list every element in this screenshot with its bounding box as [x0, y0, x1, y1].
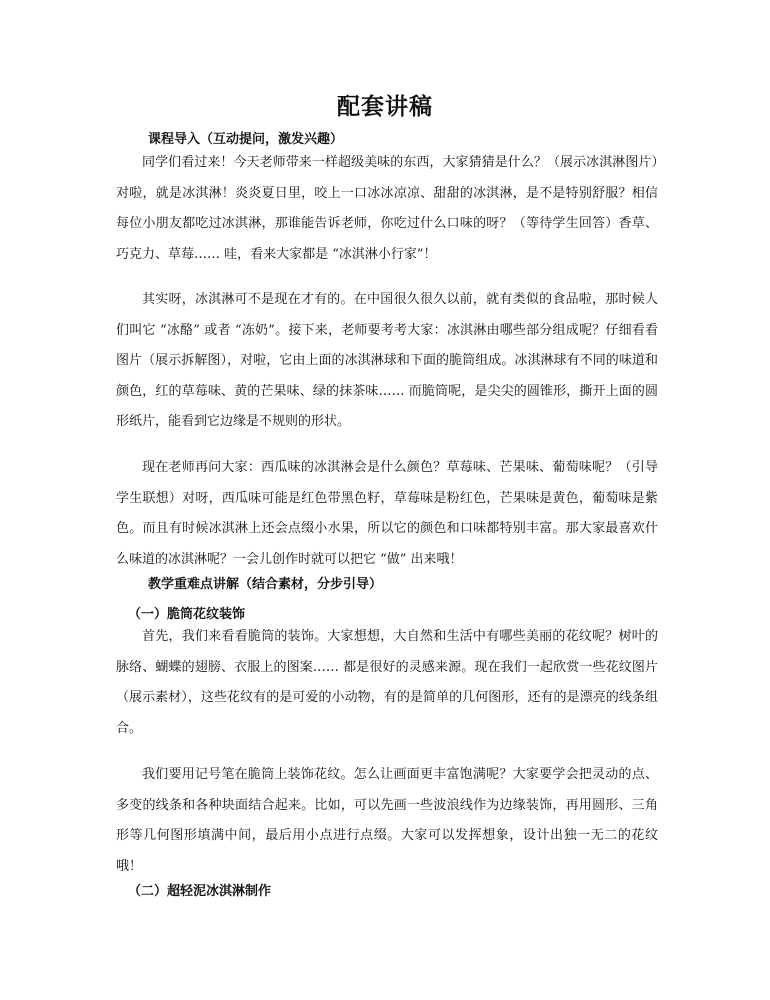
section-heading-intro: 课程导入（互动提问，激发兴趣） — [148, 132, 344, 147]
paragraph-intro-2: 其实呀，冰淇淋可不是现在才有的。在中国很久很久以前，就有类似的食品啦，那时候人们叫它 “冰酪” 或者 “冻奶”。接下来，老师要考考大家：冰淇淋由哪些部分组成呢？仔细看看图片（展示拆解图），对啦，它由上面的冰淇淋球和下面的脆筒组成。冰淇淋球有不同的味道和颜色，红的草莓味、黄的芒果味、绿的抹茶味…… 而脆筒呢，是尖尖的圆锥形，撕开上面的圆形纸片，能看到它边缘是不规则的形状。 — [116, 292, 658, 429]
subsection-heading-clay-icecream: （二）超轻泥冰淇淋制作 — [128, 884, 272, 899]
paragraph-cone-pattern-1: 首先，我们来看看脆筒的装饰。大家想想，大自然和生活中有哪些美丽的花纹呢？树叶的脉络、蝴蝶的翅膀、衣服上的图案…… 都是很好的灵感来源。现在我们一起欣赏一些花纹图片（展示素材），这些花纹有的是可爱的小动物，有的是简单的几何图形，还有的是漂亮的线条组合。 — [116, 629, 658, 736]
paragraph-cone-pattern-2: 我们要用记号笔在脆筒上装饰花纹。怎么让画面更丰富饱满呢？大家要学会把灵动的点、多变的线条和各种块面结合起来。比如，可以先画一些波浪线作为边缘装饰，再用圆形、三角形等几何图形填满中间，最后用小点进行点缀。大家可以发挥想象，设计出独一无二的花纹哦！ — [116, 767, 658, 874]
paragraph-intro-1: 同学们看过来！今天老师带来一样超级美味的东西，大家猜猜是什么？（展示冰淇淋图片）对啦，就是冰淇淋！炎炎夏日里，咬上一口冰冰凉凉、甜甜的冰淇淋，是不是特别舒服？相信每位小朋友都吃过冰淇淋，那谁能告诉老师，你吃过什么口味的呀？（等待学生回答）香草、巧克力、草莓…… 哇，看来大家都是 “冰淇淋小行家”！ — [116, 155, 658, 262]
section-heading-key-points: 教学重难点讲解（结合素材，分步引导） — [148, 577, 383, 592]
paragraph-intro-3: 现在老师再问大家：西瓜味的冰淇淋会是什么颜色？草莓味、芒果味、葡萄味呢？（引导学生联想）对呀，西瓜味可能是红色带黑色籽，草莓味是粉红色，芒果味是黄色，葡萄味是紫色。而且有时候冰淇淋上还会点缀小水果，所以它的颜色和口味都特别丰富。那大家最喜欢什么味道的冰淇淋呢？一会儿创作时就可以把它 “做” 出来哦！ — [116, 460, 658, 567]
subsection-heading-cone-pattern: （一）脆筒花纹装饰 — [128, 607, 246, 622]
page-title: 配套讲稿 — [337, 93, 433, 120]
